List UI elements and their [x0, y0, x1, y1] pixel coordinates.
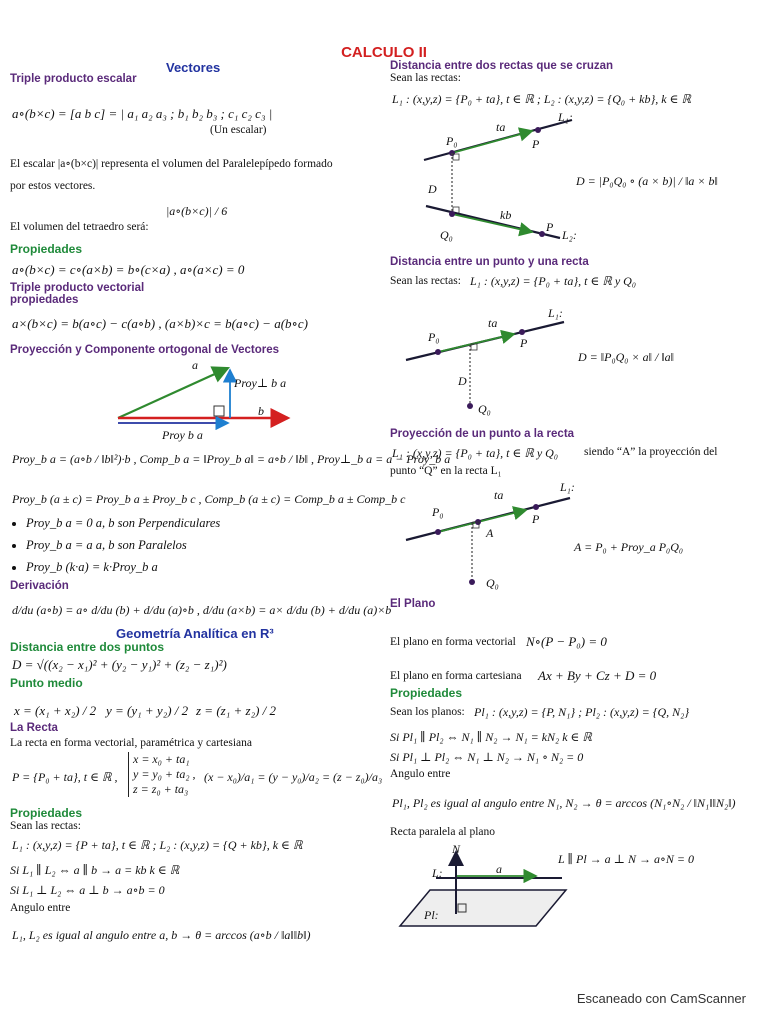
proy-punto-text: siendo “A” la proyección del [584, 446, 718, 458]
fig1-label-p0: P₀ [446, 134, 458, 148]
rectas-perpendiculares: Si L₁ ⊥ L₂ ⇔ a ⊥ b → a∘b = 0 [10, 883, 165, 897]
recta-paralela-heading: Recta paralela al plano [390, 826, 496, 838]
page-title: CALCULO II [341, 44, 427, 61]
point-p [535, 127, 541, 133]
fig1-label-kb: kb [500, 208, 512, 222]
rectas-formula-left: L₁ : (x,y,z) = {P + ta}, t ∈ ℝ ; L₂ : (x,y,z) = {Q + kb}, k ∈ ℝ [12, 838, 303, 852]
recta-param-x: x = x₀ + ta₁ [133, 752, 190, 766]
dist-cruzan-heading: Distancia entre dos rectas que se cruzan [390, 60, 614, 72]
fig-label-b: b [258, 404, 264, 418]
proyeccion-heading: Proyección y Componente ortogonal de Vectores [10, 344, 280, 356]
fig2-label-d: D [458, 374, 467, 388]
volumen-text-2: por estos vectores. [10, 180, 96, 192]
volumen-text-1: El escalar |a∘(b×c)| representa el volumen del Paralelepípedo formado [10, 158, 333, 170]
fig3-label-p: P [532, 512, 540, 526]
proy-punto-text2: punto “Q” en la recta L₁ [390, 465, 502, 477]
punto-medio-x: x = (x₁ + x₂) / 2 [14, 703, 97, 718]
fig4-label-a: a [496, 862, 502, 876]
fig-label-proy: Proy b a [162, 428, 203, 442]
derivacion-formula: d/du (a∘b) = a∘ d/du (b) + d/du (a)∘b , d/du (a×b) = a× d/du (b) + d/du (a)×b [12, 603, 392, 617]
punto-rectas-formula: L₁ : (x,y,z) = {P₀ + ta}, t ∈ ℝ y Q₀ [470, 274, 637, 288]
fig4-label-pl: Pl: [424, 908, 439, 922]
angulo-entre-right: Angulo entre [390, 768, 451, 780]
point-p [519, 329, 525, 335]
fig-label-a: a [192, 358, 198, 372]
fig3-label-a: A [486, 526, 494, 540]
plano-vectorial-formula: N∘(P − P₀) = 0 [526, 634, 607, 649]
point-p0 [435, 529, 441, 535]
tetraedro-text: El volumen del tetraedro será: [10, 221, 149, 233]
fig3-formula: A = P₀ + Proy_a P₀Q₀ [574, 540, 684, 554]
vectores-heading: Vectores [166, 60, 221, 75]
fig-label-proy-perp: Proy⊥ b a [234, 376, 287, 390]
scanner-footer: Escaneado con CamScanner [576, 991, 746, 1006]
triple-vectorial-sub: propiedades [10, 294, 79, 306]
point-q [539, 231, 545, 237]
recta-param-z: z = z₀ + ta₃ [133, 782, 189, 796]
plano-vectorial-text: El plano en forma vectorial [390, 636, 516, 648]
sean-rectas-left: Sean las rectas: [10, 820, 81, 832]
point-p [533, 504, 539, 510]
fig1-label-ta: ta [496, 120, 506, 134]
projection-figure [110, 356, 320, 446]
proy-formula: Proy_b a = (a∘b / ‖b‖²)·b , Comp_b a = ‖Proy_b a‖ = a∘b / ‖b‖ , Proy⊥_b a = a − Proy_b a [12, 452, 451, 466]
dist-punto-heading: Distancia entre un punto y una recta [390, 256, 589, 268]
fig2-label-ta: ta [488, 316, 498, 330]
point-p0 [435, 349, 441, 355]
fig3-label-l1: L₁: [560, 480, 575, 494]
rectas-formula-right: L₁ : (x,y,z) = {P₀ + ta}, t ∈ ℝ ; L₂ : (x,y,z) = {Q₀ + kb}, k ∈ ℝ [392, 92, 692, 106]
fig1-label-l1: L₁: [558, 110, 573, 124]
rectas-paralelas: Si L₁ ∥ L₂ ⇔ a ∥ b → a = kb k ∈ ℝ [10, 863, 180, 877]
vector-kb-arrow [452, 214, 532, 232]
bullet-escalar: • Proy_b (k·a) = k·Proy_b a [26, 560, 372, 575]
projection-bullets [12, 516, 372, 582]
punto-medio-z: z = (z₁ + z₂) / 2 [196, 703, 277, 718]
vector-ta-arrow [452, 131, 532, 153]
triple-vectorial-formula: a×(b×c) = b(a∘c) − c(a∘b) , (a×b)×c = b(a∘c) − a(b∘c) [12, 316, 308, 331]
sean-planos-text: Sean los planos: [390, 706, 465, 718]
bullet-paralelo: • Proy_b a = a a, b son Paralelos [26, 538, 372, 553]
fig2-formula: D = ‖P₀Q₀ × a‖ / ‖a‖ [578, 350, 675, 364]
fig3-label-q0: Q₀ [486, 576, 499, 590]
punto-medio-heading: Punto medio [10, 676, 83, 690]
triple-vectorial-heading: Triple producto vectorial [10, 282, 145, 294]
fig2-label-l1: L₁: [548, 306, 563, 320]
point-q0 [469, 579, 475, 585]
angulo-entre-left: Angulo entre [10, 902, 71, 914]
recta-text: La recta en forma vectorial, paramétrica y cartesiana [10, 737, 252, 749]
planos-paralelos: Si Pl₁ ∥ Pl₂ ⇔ N₁ ∥ N₂ → N₁ = kN₂ k ∈ ℝ [390, 730, 592, 744]
recta-heading: La Recta [10, 722, 58, 734]
recta-param-y: y = y₀ + ta₂ , [133, 767, 196, 781]
proy-punto-heading: Proyección de un punto a la recta [390, 428, 575, 440]
un-escalar-label: (Un escalar) [210, 124, 267, 136]
angulo-formula-right: Pl₁, Pl₂ es igual al angulo entre N₁, N₂ → θ = arccos (N₁∘N₂ / ‖N₁‖‖N₂‖) [392, 796, 736, 810]
planos-formula: Pl₁ : (x,y,z) = {P, N₁} ; Pl₂ : (x,y,z) = {Q, N₂} [474, 705, 690, 719]
propiedades2-heading: Propiedades [10, 806, 83, 820]
fig1-label-p: P [532, 137, 540, 151]
triple-escalar-formula: a∘(b×c) = [a b c] = | a₁ a₂ a₃ ; b₁ b₂ b₃ ; c₁ c₂ c₃ | [12, 106, 273, 121]
distancia-puntos-heading: Distancia entre dos puntos [10, 640, 165, 654]
recta-cartesiana: (x − x₀)/a₁ = (y − y₀)/a₂ = (z − z₀)/a₃ [204, 770, 383, 784]
point-q0 [467, 403, 473, 409]
plano-cartesiana-formula: Ax + By + Cz + D = 0 [538, 668, 657, 683]
fig3-label-ta: ta [494, 488, 504, 502]
punto-rectas-text: Sean las rectas: [390, 275, 461, 287]
fig2-label-q0: Q₀ [478, 402, 491, 416]
vector-ta-arrow [438, 334, 514, 352]
bullet-perpendicular: • Proy_b a = 0 a, b son Perpendiculares [26, 516, 372, 531]
tetraedro-formula: |a∘(b×c)| / 6 [166, 204, 228, 218]
derivacion-heading: Derivación [10, 580, 69, 592]
recta-parametrica [128, 752, 196, 797]
fig1-label-l2: L₂: [562, 228, 577, 242]
fig2-label-p0: P₀ [428, 330, 440, 344]
fig1-label-p-lower: P [546, 220, 554, 234]
right-angle-mark [214, 406, 224, 416]
propiedades-formula: a∘(b×c) = c∘(a×b) = b∘(c×a) , a∘(a×c) = 0 [12, 262, 245, 277]
line-plane-figure [396, 838, 571, 938]
punto-medio-y: y = (y₁ + y₂) / 2 [106, 703, 189, 718]
fig1-label-q0: Q₀ [440, 228, 453, 242]
angulo-formula-left: L₁, L₂ es igual al angulo entre a, b → θ = arccos (a∘b / ‖a‖‖b‖) [12, 928, 311, 942]
planos-perpendiculares: Si Pl₁ ⊥ Pl₂ ⇔ N₁ ⊥ N₂ → N₁ ∘ N₂ = 0 [390, 750, 584, 764]
fig4-formula: L ∥ Pl → a ⊥ N → a∘N = 0 [558, 852, 694, 866]
plano-cartesiana-text: El plano en forma cartesiana [390, 670, 522, 682]
fig1-label-d: D [428, 182, 437, 196]
vector-ta-arrow [438, 510, 526, 532]
fig1-formula: D = |P₀Q₀ ∘ (a × b)| / ‖a × b‖ [576, 174, 718, 188]
point-q0 [449, 211, 455, 217]
geometria-heading: Geometría Analítica en R³ [116, 626, 274, 641]
proy-punto-formula: L₁ : (x,y,z) = {P₀ + ta}, t ∈ ℝ y Q₀ [392, 446, 559, 460]
fig3-label-p0: P₀ [432, 505, 444, 519]
recta-vectorial: P = {P₀ + ta}, t ∈ ℝ , [12, 770, 118, 784]
fig4-label-n: N [452, 842, 461, 856]
fig2-label-p: P [520, 336, 528, 350]
distancia-formula: D = √((x₂ − x₁)² + (y₂ − y₁)² + (z₂ − z₁)²) [12, 657, 227, 672]
vector-a-arrow [118, 368, 228, 418]
fig4-label-l: L: [432, 866, 443, 880]
plano-propiedades-heading: Propiedades [390, 686, 463, 700]
sean-rectas-right: Sean las rectas: [390, 72, 461, 84]
propiedades-heading: Propiedades [10, 242, 83, 256]
plano-heading: El Plano [390, 598, 436, 610]
triple-escalar-heading: Triple producto escalar [10, 73, 137, 85]
proy-sum-formula: Proy_b (a ± c) = Proy_b a ± Proy_b c , Comp_b (a ± c) = Comp_b a ± Comp_b c [12, 492, 406, 506]
